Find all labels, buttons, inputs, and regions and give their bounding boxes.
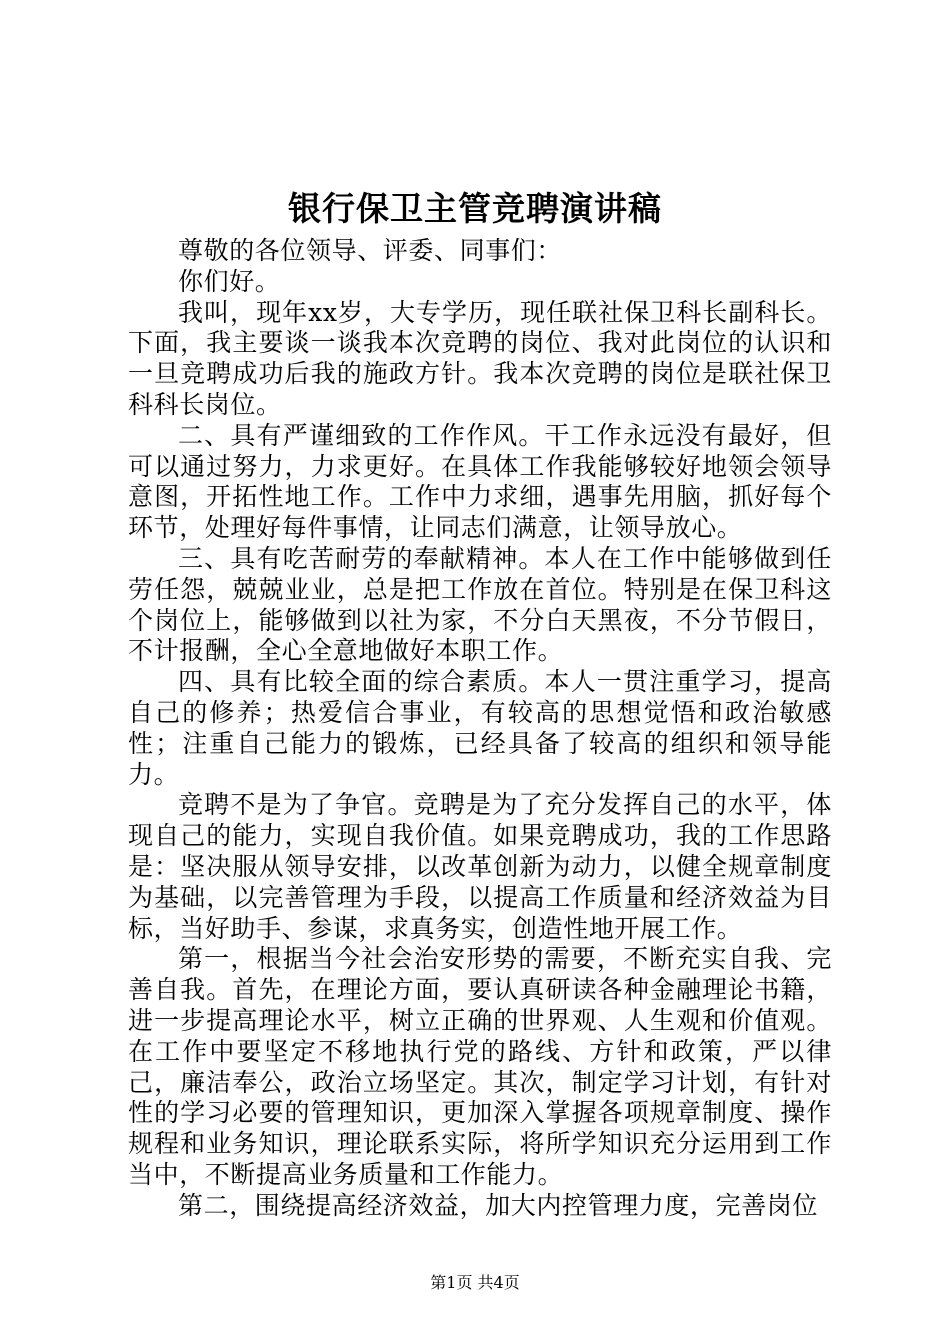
dedication-paragraph: 三、具有吃苦耐劳的奉献精神。本人在工作中能够做到任劳任怨，兢兢业业，总是把工作放在首位。特别是在保卫科这个岗位上，能够做到以社为家，不分白天黑夜，不分节假日，不计报酬，全心全意地做好本职工作。: [128, 543, 832, 666]
greeting-paragraph: 你们好。: [178, 266, 281, 296]
document-title: 银行保卫主管竞聘演讲稿: [288, 189, 662, 228]
salutation-paragraph: 尊敬的各位领导、评委、同事们：: [178, 236, 563, 265]
plan-first-paragraph: 第一，根据当今社会治安形势的需要，不断充实自我、完善自我。首先，在理论方面，要认真研读各种金融理论书籍，进一步提高理论水平，树立正确的世界观、人生观和价值观。在工作中要坚定不移地执行党的路线、方针和政策，严以律己，廉洁奉公，政治立场坚定。其次，制定学习计划，有针对性的学习必要的管理知识，更加深入掌握各项规章制度、操作规程和业务知识，理论联系实际，将所学知识充分运用到工作当中，不断提高业务质量和工作能力。: [128, 944, 832, 1189]
document-body: [128, 236, 832, 1222]
motivation-paragraph: 竞聘不是为了争官。竞聘是为了充分发挥自己的水平，体现自己的能力，实现自我价值。如果竞聘成功，我的工作思路是：坚决服从领导安排，以改革创新为动力，以健全规章制度为基础，以完善管理为手段，以提高工作质量和经济效益为目标，当好助手、参谋，求真务实，创造性地开展工作。: [128, 790, 832, 943]
page-number-footer: 第1页 共4页: [430, 1273, 520, 1292]
plan-second-paragraph: 第二，围绕提高经济效益，加大内控管理力度，完善岗位: [178, 1190, 819, 1220]
work-style-paragraph: 二、具有严谨细致的工作作风。干工作永远没有最好，但可以通过努力，力求更好。在具体工作我能够较好地领会领导意图，开拓性地工作。工作中力求细，遇事先用脑，抓好每个环节，处理好每件事情，让同志们满意，让领导放心。: [128, 420, 832, 543]
qualities-paragraph: 四、具有比较全面的综合素质。本人一贯注重学习，提高自己的修养；热爱信合事业，有较高的思想觉悟和政治敏感性；注重自己能力的锻炼，已经具备了较高的组织和领导能力。: [128, 667, 832, 789]
introduction-paragraph: 我叫，现年xx岁，大专学历，现任联社保卫科长副科长。下面，我主要谈一谈我本次竞聘的岗位、我对此岗位的认识和一旦竞聘成功后我的施政方针。我本次竞聘的岗位是联社保卫科科长岗位。: [128, 297, 832, 419]
